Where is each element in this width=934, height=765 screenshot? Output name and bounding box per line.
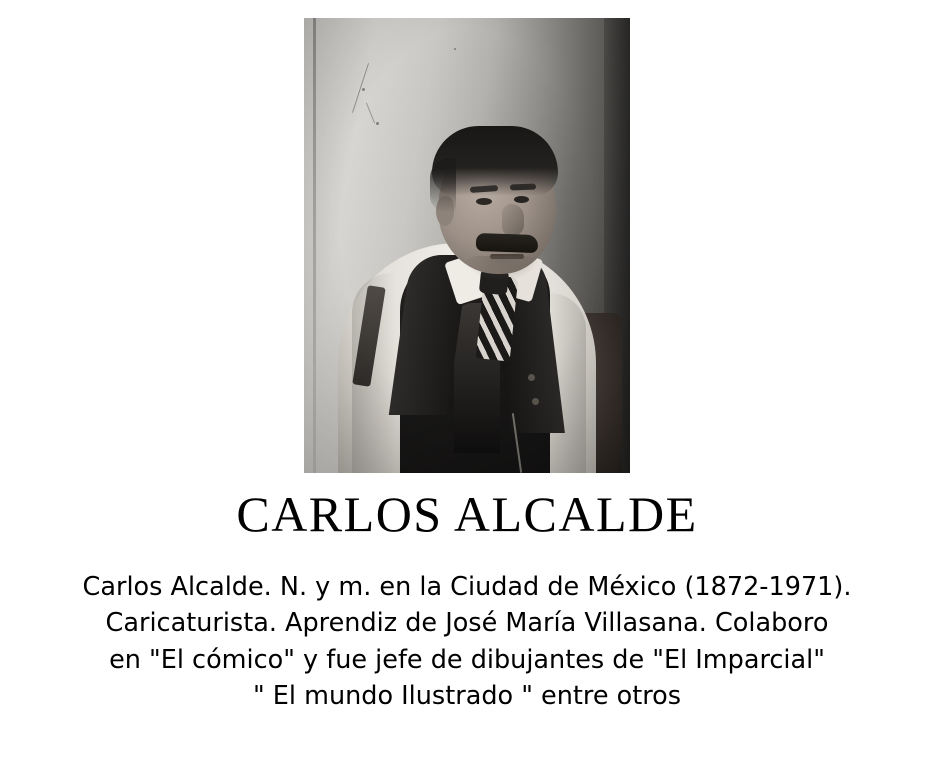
portrait-photograph (304, 18, 630, 473)
page-title: CARLOS ALCALDE (236, 486, 698, 542)
biography-line: en "El cómico" y fue jefe de dibujantes de "El Imparcial" (109, 644, 825, 675)
biography-line: Caricaturista. Aprendiz de José María Villasana. Colaboro (105, 608, 829, 639)
photograph-image (304, 18, 630, 473)
photo-vignette (304, 18, 630, 473)
biography-line: " El mundo Ilustrado " entre otros (252, 681, 682, 712)
biography-line: Carlos Alcalde. N. y m. en la Ciudad de México (1872-1971). (82, 572, 852, 602)
biography-text (27, 569, 907, 715)
